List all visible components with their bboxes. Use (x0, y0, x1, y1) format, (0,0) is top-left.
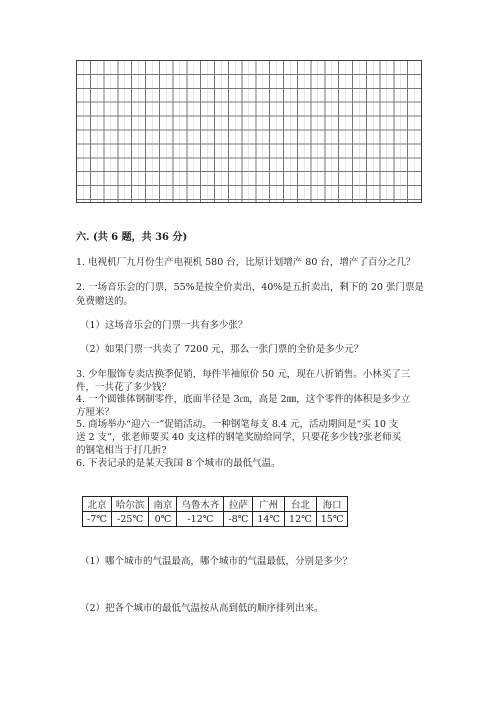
question-2-line-2: 免费赠送的。 (76, 296, 134, 307)
question-6-line-1: 6. 下表记录的是某天我国 8 个城市的最低气温。 (76, 458, 281, 469)
question-5-line-2: 送 2 支”，张老师要买 40 支这样的钢笔奖励给同学，只要花多少钱?张老师买 (76, 432, 402, 443)
question-2-line-1: 2. 一场音乐会的门票，55%是按全价卖出，40%是五折卖出，剩下的 20 张门票是 (76, 282, 424, 293)
temperature-cell: 0℃ (149, 512, 177, 527)
question-5-line-3: 的钢笔相当于打几折? (76, 445, 167, 456)
temperature-cell: 15℃ (316, 512, 348, 527)
question-2-sub-1: （1）这场音乐会的门票一共有多少张？ (80, 320, 248, 331)
temperature-cell: -7℃ (83, 512, 112, 527)
question-3-line-1: 3. 少年服饰专卖店换季促销，每件半袖原价 50 元，现在八折销售。小林买了三 (76, 369, 411, 380)
question-6-sub-1: （1）哪个城市的气温最高，哪个城市的气温最低，分别是多少？ (80, 556, 353, 567)
temperature-table (82, 496, 348, 527)
city-cell: 乌鲁木齐 (177, 497, 224, 512)
question-5-line-1: 5. 商场举办“迎六一”促销活动。一种钢笔每支 8.4 元，活动期间是“买 10 支 (76, 419, 399, 430)
question-4-line-2: 方厘米？ (76, 407, 115, 418)
city-cell: 哈尔滨 (111, 497, 149, 512)
city-cell: 南京 (149, 497, 177, 512)
question-1: 1. 电视机厂九月份生产电视机 580 台，比原计划增产 80 台，增产了百分之几？ (76, 257, 416, 268)
section-title: 六. (共 6 题，共 36 分) (76, 232, 188, 243)
question-6-sub-2: （2）把各个城市的最低气温按从高到低的顺序排列出来。 (80, 603, 324, 614)
question-3-line-2: 件，一共花了多少钱？ (76, 382, 172, 393)
city-cell: 拉萨 (224, 497, 253, 512)
question-2-sub-2: （2）如果门票一共卖了 7200 元，那么一张门票的全价是多少元？ (80, 344, 364, 355)
writing-grid (76, 60, 422, 203)
temperature-cell: -25℃ (111, 512, 149, 527)
question-4-line-1: 4. 一个圆锥体钢制零件，底面半径是 3㎝，高是 2㎜，这个零件的体积是多少立 (76, 394, 411, 405)
temperature-cell: 12℃ (285, 512, 317, 527)
city-cell: 台北 (285, 497, 317, 512)
temperature-cell: -8℃ (224, 512, 253, 527)
temperature-cell: 14℃ (253, 512, 285, 527)
temperature-row (83, 512, 348, 527)
city-row (83, 497, 348, 512)
city-cell: 广州 (253, 497, 285, 512)
temperature-cell: -12℃ (177, 512, 224, 527)
city-cell: 北京 (83, 497, 112, 512)
city-cell: 海口 (316, 497, 348, 512)
